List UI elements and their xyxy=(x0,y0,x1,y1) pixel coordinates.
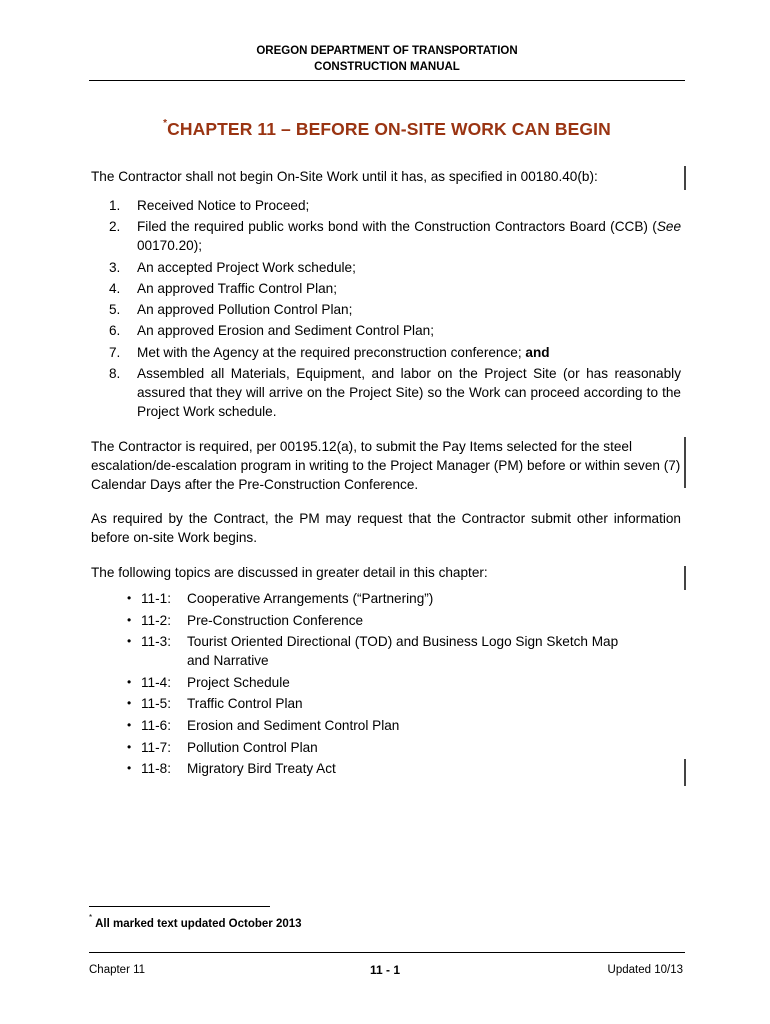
topics-intro: The following topics are discussed in greater detail in this chapter: xyxy=(91,565,488,580)
header-manual: CONSTRUCTION MANUAL xyxy=(314,61,460,73)
footer-rule xyxy=(89,952,685,953)
title-marker: * xyxy=(163,118,168,130)
revision-bar xyxy=(684,566,686,590)
list-number: 2. xyxy=(109,219,121,235)
footnote xyxy=(89,915,302,930)
topic-code: 11-6: xyxy=(141,717,171,733)
header-agency: OREGON DEPARTMENT OF TRANSPORTATION xyxy=(256,45,518,57)
requirements-list xyxy=(109,196,681,423)
topic-text: Project Schedule xyxy=(187,674,290,690)
list-item xyxy=(127,716,683,735)
list-item xyxy=(127,611,683,630)
footnote-rule xyxy=(89,906,270,907)
bullet-icon: • xyxy=(127,634,132,649)
list-item xyxy=(109,279,681,298)
list-item xyxy=(127,589,683,608)
footnote-marker: * xyxy=(89,913,93,922)
list-text: Met with the Agency at the required preconstruction conference; xyxy=(137,344,526,360)
topic-text-continued: and Narrative xyxy=(187,653,269,669)
list-text: An approved Pollution Control Plan; xyxy=(137,302,353,318)
topic-text: Traffic Control Plan xyxy=(187,696,303,712)
topic-text: Pre-Construction Conference xyxy=(187,612,364,628)
topic-text: Migratory Bird Treaty Act xyxy=(187,761,336,777)
list-number: 5. xyxy=(109,302,121,318)
footnote-text: All marked text updated October 2013 xyxy=(95,917,302,930)
page-number: 11 - 1 xyxy=(369,963,401,977)
see-reference: See xyxy=(656,219,681,235)
bullet-icon: • xyxy=(127,591,132,605)
topics-list xyxy=(127,589,683,781)
list-number: 7. xyxy=(109,344,121,360)
list-item xyxy=(109,196,681,215)
list-item xyxy=(109,300,681,319)
footer-chapter: Chapter 11 xyxy=(89,964,146,976)
revision-bar xyxy=(684,437,686,488)
footer-updated: Updated 10/13 xyxy=(607,964,683,976)
topic-code: 11-2: xyxy=(141,612,171,628)
list-number: 1. xyxy=(109,198,121,213)
list-emphasis: and xyxy=(525,344,550,360)
chapter-title-text: CHAPTER 11 – BEFORE ON-SITE WORK CAN BEGIN xyxy=(167,119,611,139)
topic-text: Tourist Oriented Directional (TOD) and Business Logo Sign Sketch Map xyxy=(187,634,619,650)
list-text: Received Notice to Proceed; xyxy=(137,198,310,213)
bullet-icon: • xyxy=(127,674,132,689)
list-item xyxy=(109,321,681,340)
topic-code: 11-4: xyxy=(141,674,171,690)
list-item xyxy=(127,632,683,670)
list-item xyxy=(127,673,683,692)
list-number: 6. xyxy=(109,323,121,339)
topic-text: Pollution Control Plan xyxy=(187,739,318,755)
topic-text: Cooperative Arrangements (“Partnering”) xyxy=(187,591,434,606)
bullet-icon: • xyxy=(127,696,132,711)
topic-text: Erosion and Sediment Control Plan xyxy=(187,717,400,733)
list-item xyxy=(109,343,681,362)
bullet-icon: • xyxy=(127,739,132,754)
list-item xyxy=(109,364,681,421)
topic-code: 11-3: xyxy=(141,634,171,650)
pm-request-paragraph: As required by the Contract, the PM may request that the Contractor submit other information before on-site Work begins. xyxy=(91,511,681,545)
list-text: An accepted Project Work schedule; xyxy=(137,259,356,275)
header-rule xyxy=(89,80,685,81)
intro-paragraph: The Contractor shall not begin On-Site Work until it has, as specified in 00180.40(b): xyxy=(91,169,598,184)
list-text: Assembled all Materials, Equipment, and labor on the Project Site (or has reasonably assured that they will arrive on the Project Site) so the Work can proceed according to the Project Work schedule. xyxy=(137,366,681,420)
list-item xyxy=(127,759,683,778)
bullet-icon: • xyxy=(127,761,132,776)
list-text: Filed the required public works bond with the Construction Contractors Board (CCB) ( xyxy=(137,219,657,235)
topic-code: 11-8: xyxy=(141,761,171,777)
list-number: 4. xyxy=(109,280,121,296)
list-item xyxy=(109,217,681,255)
list-text: An approved Traffic Control Plan; xyxy=(137,280,337,296)
bullet-icon: • xyxy=(127,717,132,732)
topic-code: 11-7: xyxy=(141,739,171,755)
chapter-title xyxy=(89,119,685,140)
list-number: 8. xyxy=(109,366,121,382)
revision-bar xyxy=(684,759,686,786)
topic-code: 11-1: xyxy=(141,591,171,606)
pay-items-paragraph: The Contractor is required, per 00195.12(a), to submit the Pay Items selected for the steel escalation/de-escalation program in writing to the Project Manager (PM) before or within seven (7) Calendar Days after the Pre-Construction Conference. xyxy=(91,439,681,492)
list-text: 00170.20); xyxy=(137,238,203,254)
list-item xyxy=(127,694,683,713)
list-item xyxy=(109,258,681,277)
list-item xyxy=(127,738,683,757)
revision-bar xyxy=(684,166,686,190)
list-text: An approved Erosion and Sediment Control Plan; xyxy=(137,323,434,339)
list-number: 3. xyxy=(109,259,121,275)
topic-code: 11-5: xyxy=(141,696,171,712)
bullet-icon: • xyxy=(127,612,132,627)
